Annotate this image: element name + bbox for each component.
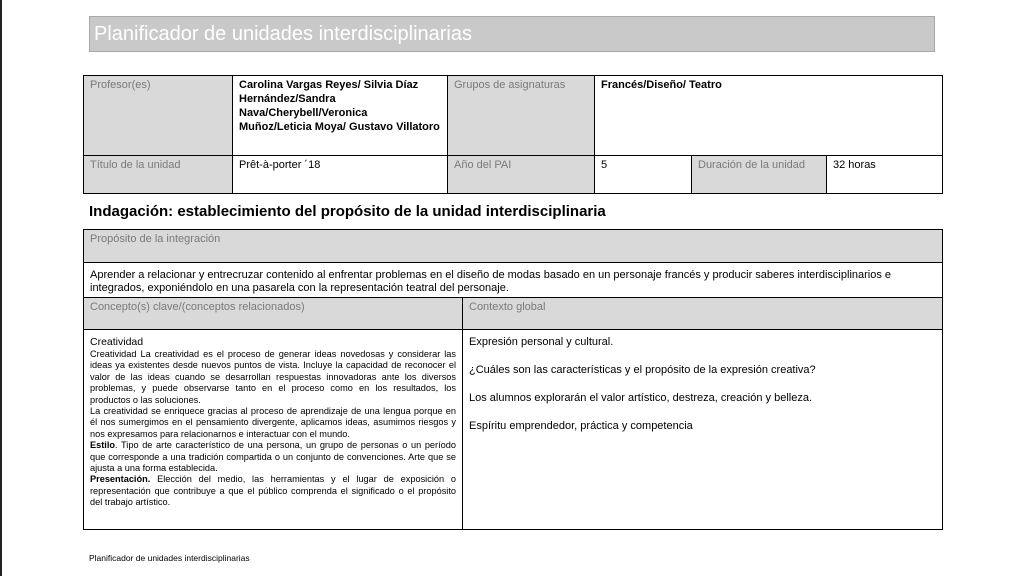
subjects-value: Francés/Diseño/ Teatro (595, 76, 943, 156)
concept-presentation (90, 474, 456, 508)
page-footer: Planificador de unidades interdisciplinarias (89, 553, 250, 563)
creativity-text: La creatividad es el proceso de generar ideas novedosas y considerar las ideas ya existentes desde nuevos puntos de vista. Incluye la capacidad de reconocer el valor de las ideas cuando se desarrollan respuestas innovadoras ante los diversos problemas, y puede observarse tanto en el proceso como en los resultados, los productos o las soluciones. (90, 349, 456, 405)
concept-title: Creatividad (90, 336, 144, 348)
inquiry-heading: Indagación: establecimiento del propósito de la unidad interdisciplinaria (89, 203, 606, 220)
purpose-label: Propósito de la integración (84, 230, 943, 263)
concept-style (90, 440, 456, 474)
duration-value: 32 horas (827, 156, 943, 194)
presentation-text: Elección del medio, las herramientas y el lugar de exposición o representación que contribuye a que el público comprenda el significado o el propósito del trabajo artístico. (90, 474, 456, 508)
concept-creativity (90, 349, 456, 406)
global-context-label: Contexto global (463, 298, 943, 330)
pai-year-value: 5 (595, 156, 692, 194)
context-line-4: Espíritu emprendedor, práctica y competencia (469, 420, 693, 432)
teacher-label: Profesor(es) (84, 76, 233, 156)
style-lead: Estilo (90, 440, 116, 451)
context-line-3: Los alumnos explorarán el valor artístico, destreza, creación y belleza. (469, 392, 813, 404)
subjects-label: Grupos de asignaturas (448, 76, 595, 156)
context-line-2: ¿Cuáles son las características y el propósito de la expresión creativa? (469, 364, 816, 376)
concept-creativity-language: La creatividad se enriquece gracias al proceso de aprendizaje de una lengua porque en él nos sumergimos en el pensamiento divergente, aplicamos ideas, asumimos riesgos y nos expresamos para relacionarnos e interactuar con el mundo. (90, 406, 456, 439)
style-text: . Tipo de arte característico de una persona, un grupo de personas o un período que corresponde a una tradición compartida o un conjunto de convenciones. Arte que se ajusta a una forma establecida. (90, 440, 456, 474)
purpose-text: Aprender a relacionar y entrecruzar contenido al enfrentar problemas en el diseño de modas basado en un personaje francés y producir saberes interdisciplinarios e integrados, exponiéndolo en una pasarela con la representación teatral del personaje. (84, 263, 943, 298)
unit-title-value: Prêt-à-porter ´18 (233, 156, 448, 194)
global-context-cell (463, 330, 943, 530)
concepts-label: Concepto(s) clave/(conceptos relacionados) (84, 298, 463, 330)
unit-title-label: Título de la unidad (84, 156, 233, 194)
inquiry-table (83, 229, 943, 530)
key-concepts-cell (84, 330, 463, 530)
duration-label: Duración de la unidad (692, 156, 827, 194)
document-title: Planificador de unidades interdisciplinarias (89, 16, 935, 52)
pai-year-label: Año del PAI (448, 156, 595, 194)
context-line-1: Expresión personal y cultural. (469, 336, 614, 348)
unit-info-table (83, 75, 943, 194)
creativity-lead: Creatividad (90, 349, 137, 359)
teacher-value: Carolina Vargas Reyes/ Silvia Díaz Hernández/Sandra Nava/Cherybell/Veronica Muñoz/Leticia Moya/ Gustavo Villatoro (233, 76, 448, 156)
page-edge (0, 0, 2, 576)
presentation-lead: Presentación. (90, 474, 151, 485)
